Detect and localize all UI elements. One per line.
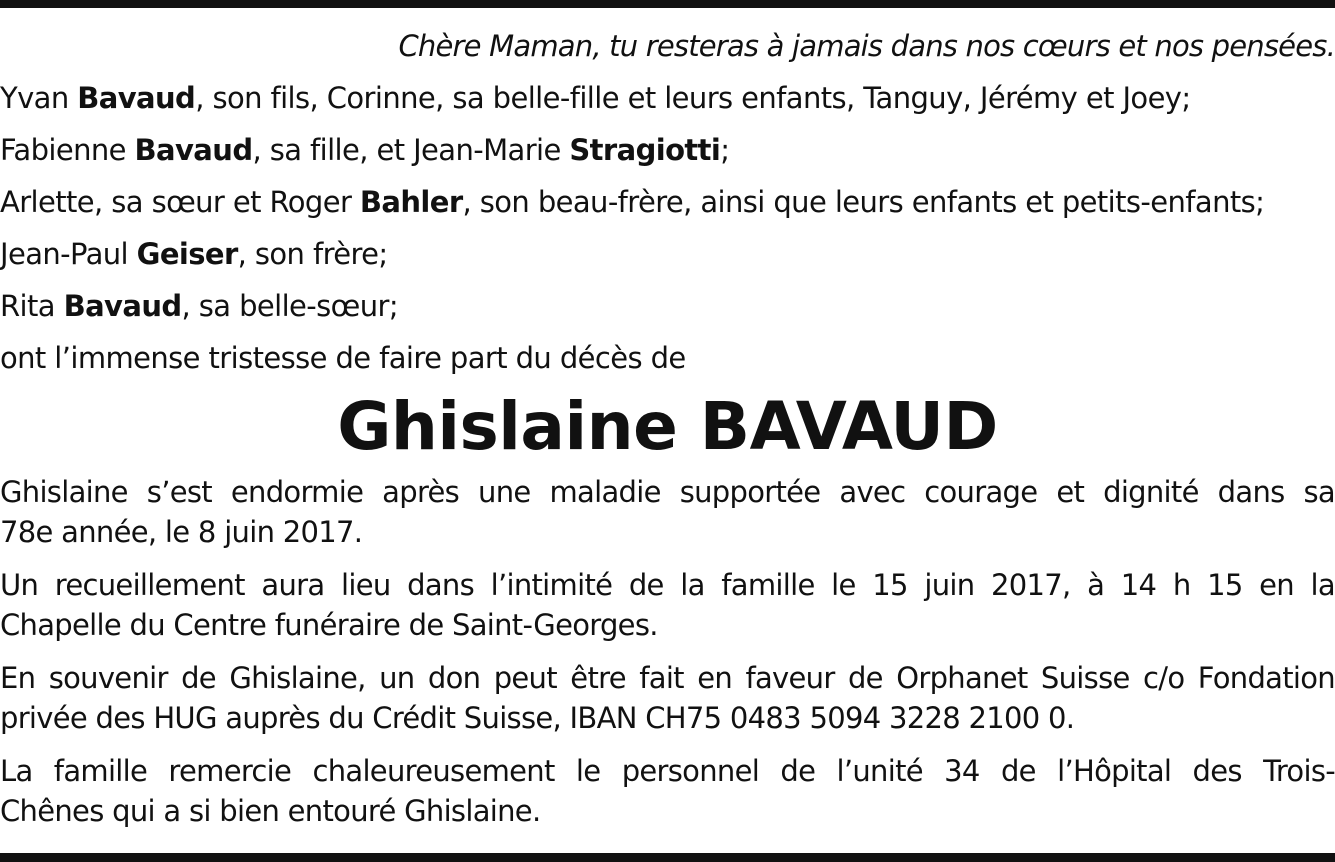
paragraph-line: Un recueillement aura lieu dans l’intimité de la famille le 15 juin 2017, à 14 h 15 en la: [0, 568, 1335, 602]
family-line-text: , sa belle-sœur;: [181, 289, 398, 323]
family-surname: Geiser: [136, 237, 238, 271]
family-line-yvan: [0, 72, 1335, 124]
family-line-text: Arlette, sa sœur et Roger: [0, 185, 360, 219]
deceased-name: Ghislaine BAVAUD: [337, 388, 998, 465]
family-line-text: Rita: [0, 289, 64, 323]
top-border-rule: [0, 0, 1335, 8]
family-line-text: , son beau-frère, ainsi que leurs enfants et petits-enfants;: [462, 185, 1265, 219]
paragraph-ceremony: [0, 565, 1335, 645]
paragraph-line: La famille remercie chaleureusement le personnel de l’unité 34 de l’Hôpital des Trois-: [0, 754, 1335, 788]
death-notice: [0, 20, 1335, 844]
paragraph-line: privée des HUG auprès du Crédit Suisse, IBAN CH75 0483 5094 3228 2100 0.: [0, 701, 1075, 735]
family-line-rita: [0, 280, 1335, 332]
family-line-arlette: [0, 176, 1335, 228]
epigraph: Chère Maman, tu resteras à jamais dans nos cœurs et nos pensées.: [398, 29, 1335, 63]
paragraph-line: Chênes qui a si bien entouré Ghislaine.: [0, 794, 541, 828]
family-line-text: , son fils, Corinne, sa belle-fille et leurs enfants, Tanguy, Jérémy et Joey;: [195, 81, 1191, 115]
paragraph-donation: [0, 658, 1335, 738]
paragraph-line: En souvenir de Ghislaine, un don peut être fait en faveur de Orphanet Suisse c/o Fondation: [0, 661, 1335, 695]
paragraph-line: Chapelle du Centre funéraire de Saint-Georges.: [0, 608, 658, 642]
family-line-jean-paul: [0, 228, 1335, 280]
family-line-text: Fabienne: [0, 133, 135, 167]
family-line-text: Jean-Paul: [0, 237, 137, 271]
announcement: ont l’immense tristesse de faire part du décès de: [0, 341, 686, 375]
family-surname: Bavaud: [63, 289, 182, 323]
family-line-text: ;: [720, 133, 730, 167]
family-surname: Bavaud: [134, 133, 253, 167]
family-surname: Bavaud: [77, 81, 196, 115]
family-line-text: , son frère;: [237, 237, 388, 271]
paragraph-passing: [0, 472, 1335, 552]
paragraph-thanks: [0, 751, 1335, 831]
family-surname: Bahler: [359, 185, 463, 219]
family-line-text: , sa fille, et Jean-Marie: [252, 133, 570, 167]
family-line-fabienne: [0, 124, 1335, 176]
family-line-text: Yvan: [0, 81, 78, 115]
paragraph-line: 78e année, le 8 juin 2017.: [0, 515, 363, 549]
paragraph-line: Ghislaine s’est endormie après une maladie supportée avec courage et dignité dans sa: [0, 475, 1335, 509]
family-surname: Stragiotti: [569, 133, 721, 167]
bottom-border-rule: [0, 853, 1335, 862]
